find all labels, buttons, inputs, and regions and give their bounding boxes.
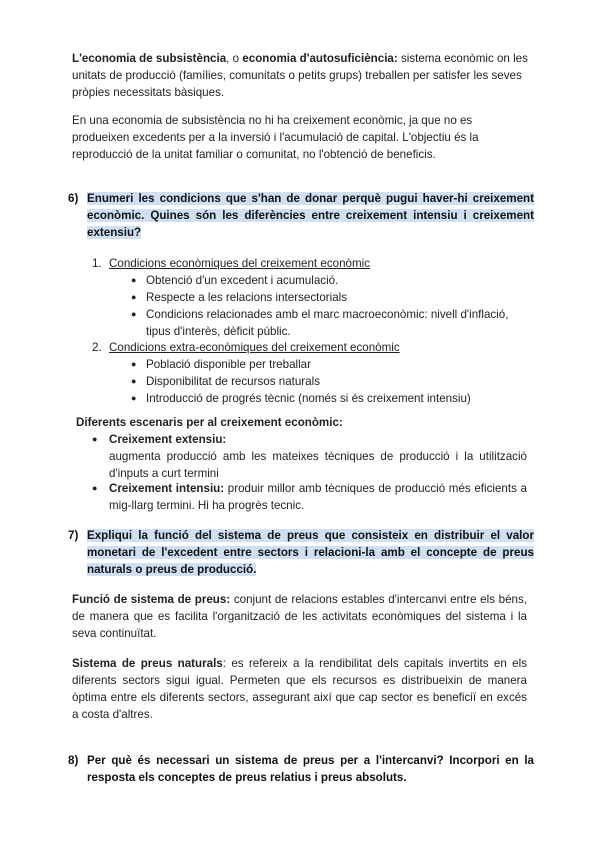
scenario-text: augmenta producció amb les mateixes tècniques de producció i la utilització d'inputs a curt termini	[109, 450, 527, 480]
bullet-icon: ●	[92, 434, 98, 444]
question-6	[68, 190, 534, 241]
list-title: Condicions extra-econòmiques del creixement econòmic	[109, 341, 400, 354]
bullet-icon: ●	[131, 376, 137, 386]
question-number: 7)	[68, 529, 79, 542]
bullet-icon: ●	[131, 359, 137, 369]
question-text: Enumeri les condicions que s'han de donar perquè pugui haver-hi creixement econòmic. Quines són les diferències entre creixement intensiu i creixement extensiu?	[87, 192, 534, 239]
list-item: ● Introducció de progrés tècnic (només si és creixement intensiu)	[131, 392, 471, 405]
definition-text: : es refereix a la rendibilitat dels capitals invertits en els diferents sectors sigui igual. Permeten que els recursos es distribueixin de manera òptima entre els diferents sectors, assegurant així que cap sector es beneficiï en excés a costa d'altres.	[72, 657, 527, 721]
bullet-icon: ●	[131, 275, 137, 285]
bullet-icon: ●	[92, 483, 98, 493]
definition-text: conjunt de relacions estables d'intercanvi entre els béns, de manera que es facilita l'organització de les activitats econòmiques del sistema i la seva continuïtat.	[72, 593, 527, 640]
term-subsistence: L'economia de subsistència	[72, 52, 227, 65]
intro-paragraph-2: En una economia de subsistència no hi ha creixement econòmic, ja que no es produeixen excedents per a la inversió i l'acumulació de capital. L'objectiu és la reproducció de la unitat familiar o comunitat, no l'obtenció de beneficis.	[72, 114, 479, 161]
scenarios-heading: Diferents escenaris per al creixement econòmic:	[76, 416, 343, 429]
intro-paragraph-1	[72, 50, 532, 101]
list-item: ● Obtenció d'un excedent i acumulació.	[131, 274, 339, 287]
bullet-icon: ●	[131, 309, 137, 319]
question-number: 8)	[68, 754, 79, 767]
term-autosufficiency: economia d'autosuficiència:	[242, 52, 398, 65]
separator: , o	[226, 52, 243, 65]
scenario-intensiu	[92, 480, 527, 514]
scenario-text: produir millor amb tècniques de producció més eficients a mig-llarg termini. Hi ha progrès tecnic.	[109, 482, 527, 512]
price-system-function	[72, 591, 527, 642]
list-number: 1.	[92, 257, 102, 270]
question-number: 6)	[68, 192, 79, 205]
list-item: ● Condicions relacionades amb el marc macroeconòmic: nivell d'inflació, tipus d'interès, dèficit públic.	[131, 308, 509, 338]
conditions-2-bullets	[127, 356, 527, 407]
bullet-icon: ●	[131, 292, 137, 302]
definition-label: Sistema de preus naturals	[72, 657, 223, 670]
bullet-icon: ●	[131, 393, 137, 403]
scenario-label: Creixement intensiu:	[109, 482, 225, 495]
natural-prices-system	[72, 655, 527, 723]
conditions-1-bullets	[127, 272, 527, 340]
question-text: Expliqui la funció del sistema de preus que consisteix en distribuir el valor monetari de l'excedent entre sectors i relacioni-la amb el concepte de preus naturals o preus de producció.	[87, 529, 534, 576]
list-item: ● Població disponible per treballar	[131, 358, 311, 371]
definition-label: Funció de sistema de preus:	[72, 593, 231, 606]
question-8	[68, 752, 534, 786]
scenario-label: Creixement extensiu:	[109, 433, 227, 446]
list-item: ● Respecte a les relacions intersectorials	[131, 291, 348, 304]
question-text: Per què és necessari un sistema de preus per a l'intercanvi? Incorpori en la resposta els conceptes de preus relatius i preus absoluts.	[87, 754, 534, 784]
definition-text: sistema econòmic on les unitats de producció (famílies, comunitats o petits grups) treballen per satisfer les seves pròpies necessitats bàsiques.	[72, 52, 528, 99]
scenario-extensiu	[92, 431, 527, 482]
question-7	[68, 527, 534, 578]
list-title: Condicions econòmiques del creixement econòmic	[109, 257, 370, 270]
list-item: ● Disponibilitat de recursos naturals	[131, 375, 320, 388]
list-number: 2.	[92, 341, 102, 354]
